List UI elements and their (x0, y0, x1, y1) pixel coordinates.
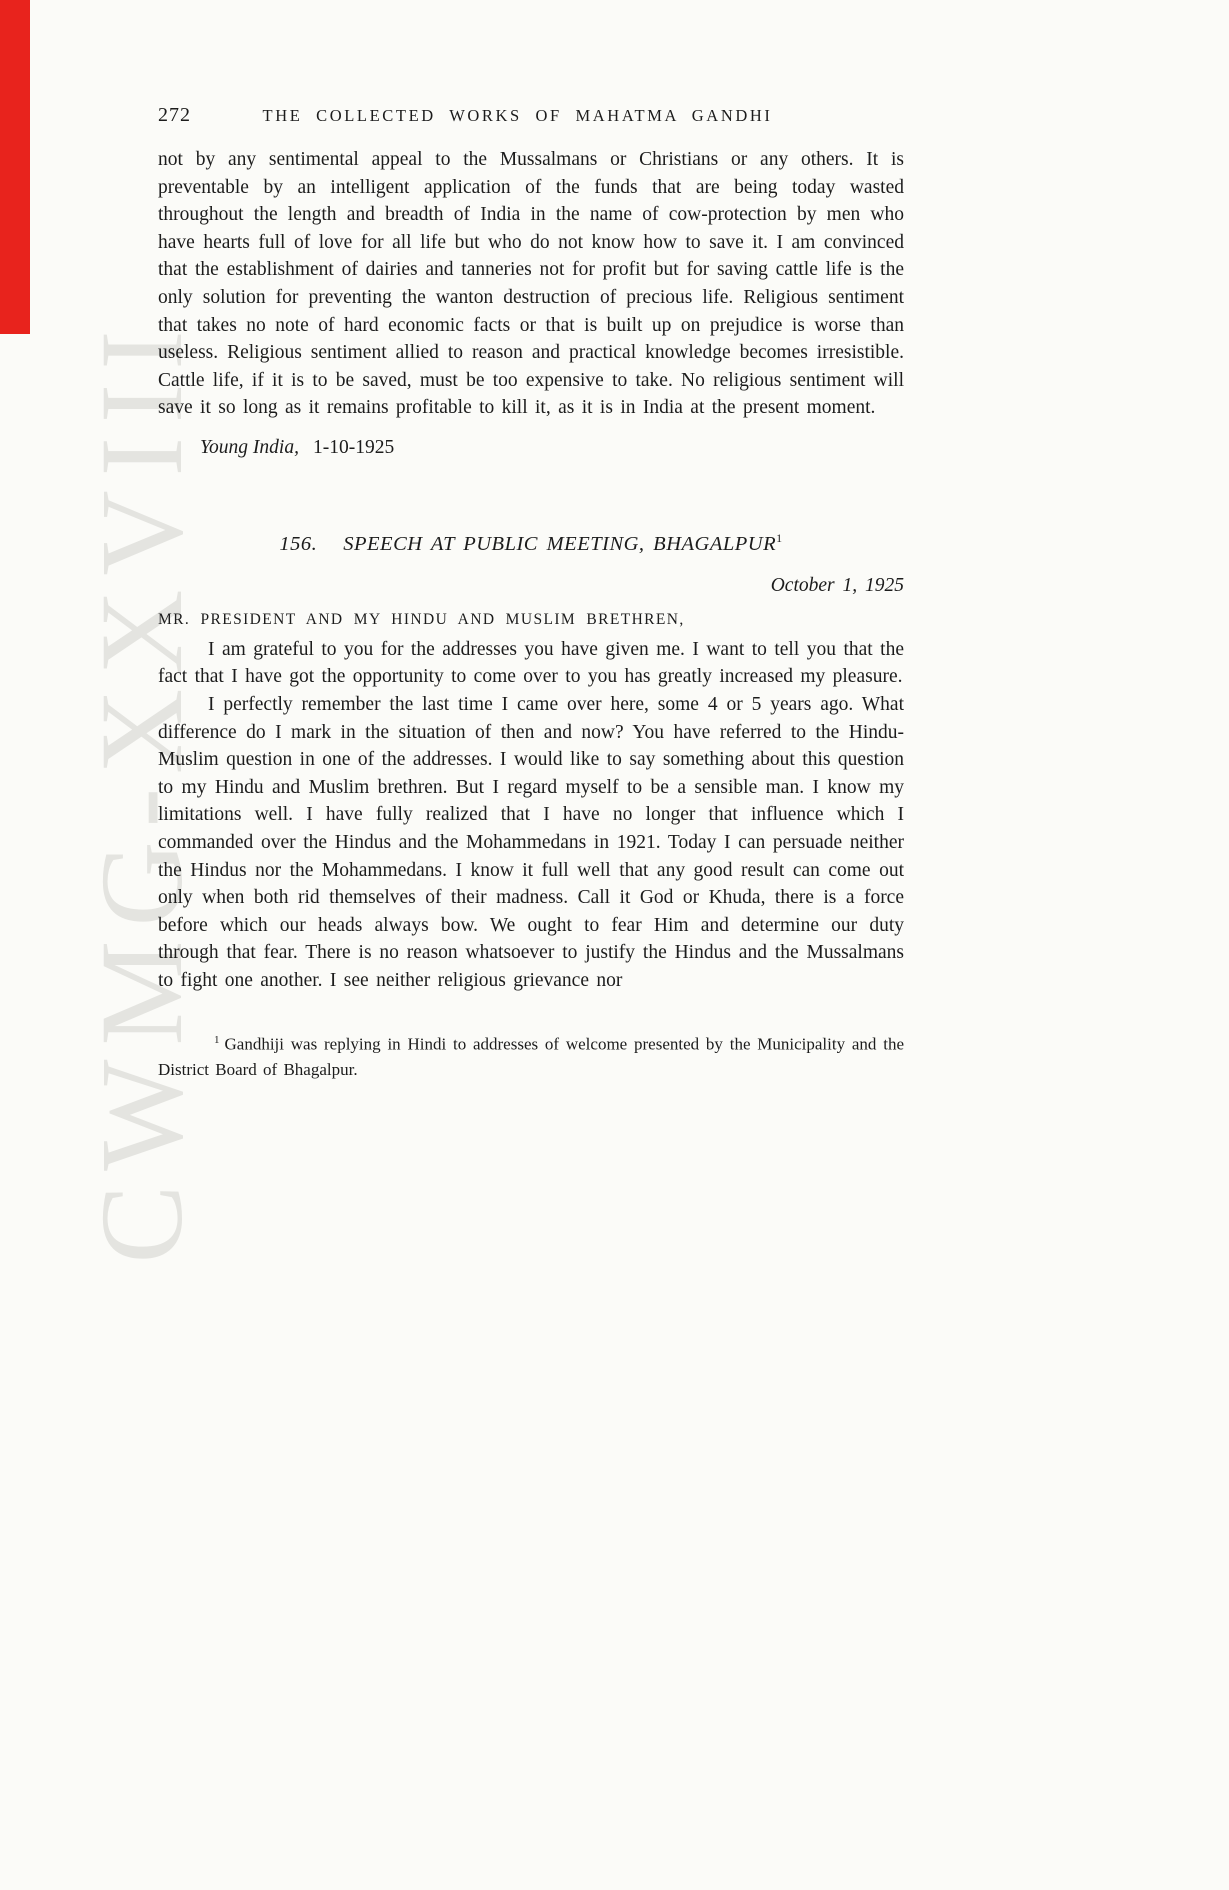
scan-edge-red-strip (0, 0, 30, 334)
article-date: October 1, 1925 (770, 574, 904, 596)
article-title: SPEECH AT PUBLIC MEETING, BHAGALPUR (343, 532, 777, 555)
footnote-text: Gandhiji was replying in Hindi to addresses of welcome presented by the Municipality and the District Board of Bhagalpur. (158, 1035, 904, 1079)
text-block (158, 104, 904, 1082)
source-date: 1-10-1925 (312, 436, 395, 458)
article-paragraph: I perfectly remember the last time I came over here, some 4 or 5 years ago. What difference do I mark in the situation of then and now? You have referred to the Hindu-Muslim question in one of the addresses. I would like to say something about this question to my Hindu and Muslim brethren. But I regard myself to be a sensible man. I know my limitations well. I have fully realized that I have no longer that influence which I commanded over the Hindus and the Mohammedans in 1921. Today I can persuade neither the Hindus nor the Mohammedans. I know it full well that any good result can come out only when both rid themselves of their madness. Call it God or Khuda, there is a force before which our heads always bow. We ought to fear Him and determine our duty through that fear. There is no reason whatsoever to justify the Hindus and the Mussalmans to fight one another. I see neither religious grievance nor (158, 693, 904, 991)
footnote-marker: 1 (214, 1034, 220, 1047)
footnote (158, 1028, 904, 1082)
page-header (158, 104, 904, 127)
article-number: 156. (279, 532, 318, 555)
article-paragraph: I am grateful to you for the addresses you have given me. I want to tell you that the fact that I have got the opportunity to come over to you has greatly increased my pleasure. (158, 638, 904, 688)
page-number: 272 (158, 104, 191, 126)
article-heading (158, 531, 904, 556)
continuation-paragraph: not by any sentimental appeal to the Mussalmans or Christians or any others. It is preventable by an intelligent application of the funds that are being today wasted throughout the length and breadth of India in the name of cow-protection by men who have hearts full of love for all life but who do not know how to save it. I am convinced that the establishment of dairies and tanneries not for profit but for saving cattle life is the only solution for preventing the wanton destruction of precious life. Religious sentiment that takes no note of hard economic facts or that is built up on prejudice is worse than useless. Religious sentiment allied to reason and practical knowledge becomes irresistible. Cattle life, if it is to be saved, must be too expensive to take. No religious sentiment will save it so long as it remains profitable to kill it, as it is in India at the present moment. (158, 149, 904, 419)
salutation: MR. PRESIDENT AND MY HINDU AND MUSLIM BRETHREN, (158, 610, 685, 628)
source-citation (158, 437, 904, 459)
footnote-reference: 1 (776, 530, 783, 545)
running-title: THE COLLECTED WORKS OF MAHATMA GANDHI (262, 106, 773, 125)
volume-watermark: CWMG-XXVIII (76, 316, 207, 1264)
source-title: Young India, (200, 436, 299, 458)
